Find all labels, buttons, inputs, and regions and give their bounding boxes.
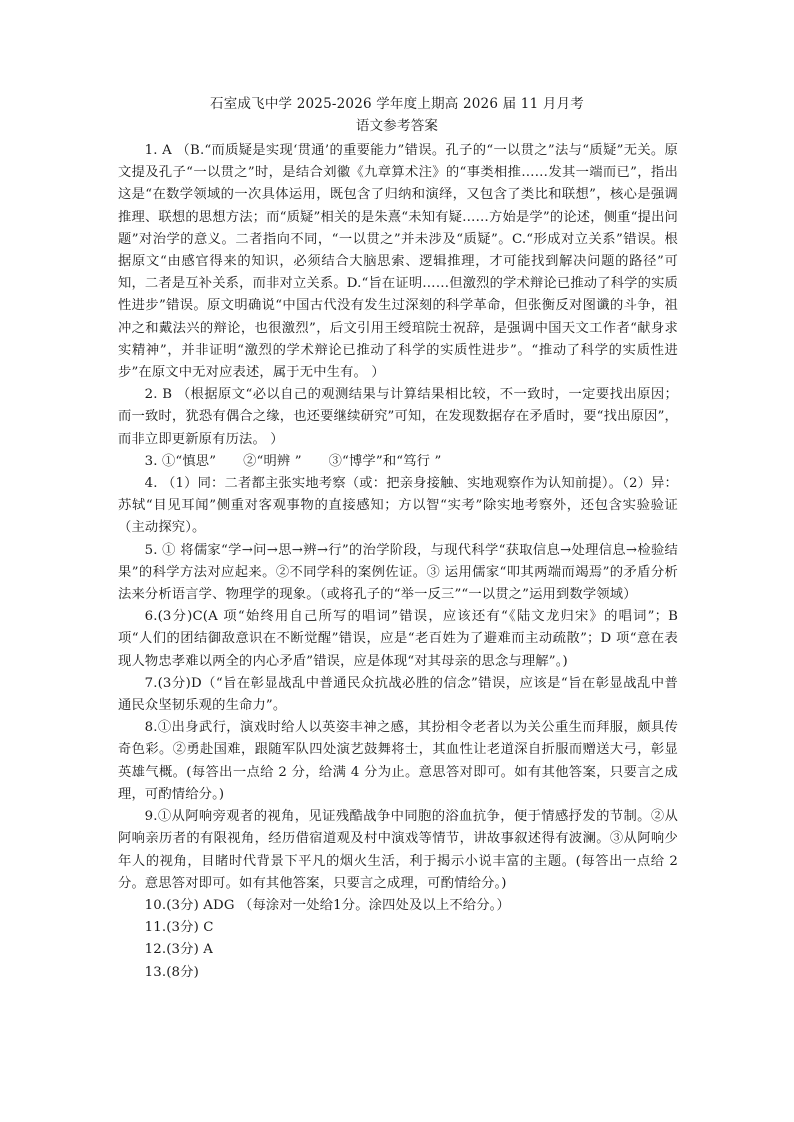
- answer-item-1: 1. A （B.“而质疑是实现‘贯通’的重要能力”错误。孔子的“一以贯之”法与“质疑”无关。原文提及孔子“一以贯之”时，是结合刘徽《九章算术注》的“事类相推……发其一端而已”，指出这是“在数学领域的一次具体运用，既包含了归纳和演绎，又包含了类比和联想”，核心是强调推理、联想的思想方法；而“质疑”相关的是朱熹“未知有疑……方始是学”的论述，侧重“提出问题”对治学的意义。二者指向不同，“一以贯之”并未涉及“质疑”。C.“形成对立关系”错误。根据原文“由感官得来的知识，必须结合大脑思索、逻辑推理，才可能找到解决问题的路径”可知，二者是互补关系，而非对立关系。D.“旨在证明……但激烈的学术辩论已推动了科学的实质性进步”错误。原文明确说“中国古代没有发生过深刻的科学革命，但张衡反对图谶的斗争，祖冲之和戴法兴的辩论，也很激烈”，后文引用王绶琯院士祝辞，是强调中国天文工作者“献身求实精神”，并非证明“激烈的学术辩论已推动了科学的实质性进步”。“推动了科学的实质性进步”在原文中无对应表述，属于无中生有。 ）: [118, 143, 678, 381]
- answer-list: [118, 140, 678, 984]
- answer-item-3: 3. ①“慎思” ②“明辨 ” ③“博学”和“笃行 ”: [144, 453, 442, 469]
- answer-item-9: 9.①从阿响旁观者的视角，见证残酷战争中同胞的浴血抗争，便于情感抒发的节制。②从阿响亲历者的有限视角，经历借宿道观及村中演戏等情节，讲故事叙述得有波澜。③从阿响少年人的视角，目睹时代背景下平凡的烟火生活，利于揭示小说丰富的主题。(每答出一点给 2 分。意思答对即可。如有其他答案，只要言之成理，可酌情给分。): [118, 809, 678, 891]
- answer-item-13: 13.(8分): [144, 964, 199, 980]
- answer-item-10: 10.(3分) ADG （每涂对一处给1分。涂四处及以上不给分。）: [144, 897, 510, 913]
- document-subtitle: 语文参考答案: [355, 118, 439, 134]
- answer-item-7: 7.(3分)D（“旨在彰显战乱中普通民众抗战必胜的信念”错误，应该是“旨在彰显战乱中普通民众坚韧乐观的生命力”。: [118, 675, 678, 714]
- document-title: 石室成飞中学 2025-2026 学年度上期高 2026 届 11 月月考: [210, 96, 584, 112]
- answer-item-8: 8.①出身武行，演戏时给人以英姿丰神之感，其扮相令老者以为关公重生而拜服，颇具传奇色彩。②勇赴国难，跟随军队四处演艺鼓舞将士，其血性让老道深自折服而赠送大弓，彰显英雄气概。(每答出一点给 2 分，给满 4 分为止。意思答对即可。如有其他答案，只要言之成理，可酌情给分。): [118, 720, 678, 802]
- answer-item-2: 2. B （根据原文“必以自己的观测结果与计算结果相比较，不一致时，一定要找出原因；而一致时，犹恐有偶合之缘，也还要继续研究”可知，在发现数据存在矛盾时，要“找出原因”，而非立即更新原有历法。 ）: [118, 387, 678, 447]
- answer-item-5: 5. ① 将儒家“学→问→思→辨→行”的治学阶段，与现代科学“获取信息→处理信息→检验结果”的科学方法对应起来。②不同学科的案例佐证。③ 运用儒家“叩其两端而竭焉”的矛盾分析法来分析语言学、物理学的现象。（或将孔子的“举一反三”“一以贯之”运用到数学领域）: [118, 542, 678, 603]
- answer-item-6: 6.(3分)C(A 项“始终用自己所写的唱词”错误，应该还有“《陆文龙归宋》的唱词”；B 项“人们的团结御敌意识在不断觉醒”错误，应是“老百姓为了避难而主动疏散”；D 项“意在表现人物忠孝难以两全的内心矛盾”错误，应是体现“对其母亲的思念与理解”。): [118, 609, 678, 669]
- answer-item-11: 11.(3分) C: [144, 920, 214, 936]
- answer-item-4: 4. （1）同：二者都主张实地考察（或：把亲身接触、实地观察作为认知前提）。（2）异：苏轼“目见耳闻”侧重对客观事物的直接感知；方以智“实考”除实地考察外，还包含实验验证（主动探究）。: [118, 476, 678, 536]
- answer-item-12: 12.(3分) A: [144, 942, 214, 958]
